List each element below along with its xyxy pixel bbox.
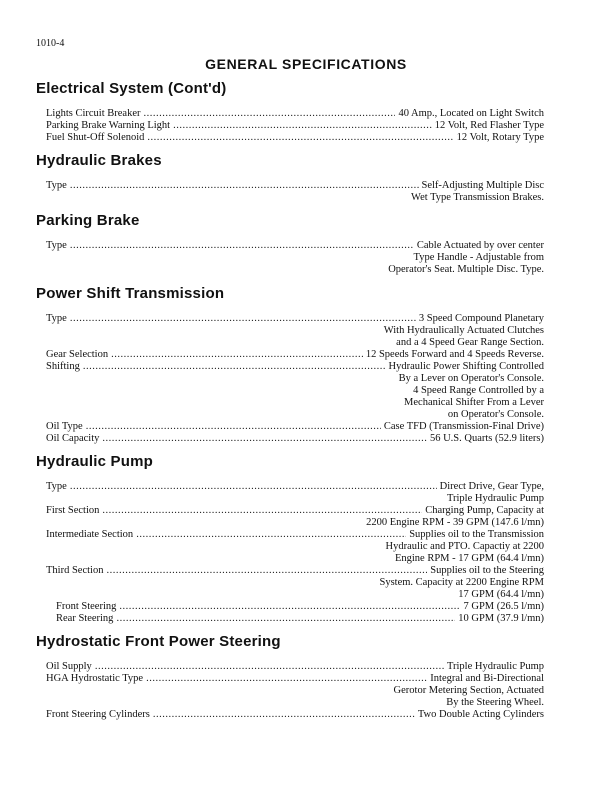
spec-label: Oil Supply — [46, 661, 92, 672]
spec-value: Supplies oil to the Steering — [430, 565, 544, 576]
spec-label: Intermediate Section — [46, 529, 134, 540]
spec-row — [46, 661, 544, 673]
spec-value: Integral and Bi-Directional — [430, 673, 544, 684]
spec-continuation: 2200 Engine RPM - 39 GPM (147.6 l/mn) — [366, 517, 544, 528]
spec-label: HGA Hydrostatic Type — [46, 673, 144, 684]
spec-label: Third Section — [46, 565, 104, 576]
spec-label: Oil Capacity — [46, 433, 100, 444]
spec-value: 7 GPM (26.5 l/mn) — [463, 601, 544, 612]
spec-label: Oil Type — [46, 421, 83, 432]
spec-label: Gear Selection — [46, 349, 109, 360]
spec-continuation: By a Lever on Operator's Console. — [398, 373, 544, 384]
spec-value: 12 Volt, Red Flasher Type — [434, 120, 544, 131]
spec-value: 3 Speed Compound Planetary — [418, 313, 544, 324]
spec-row — [46, 361, 544, 373]
spec-value: Supplies oil to the Transmission — [409, 529, 544, 540]
spec-row — [46, 349, 544, 361]
spec-value: Triple Hydraulic Pump — [446, 661, 544, 672]
section-title-hydrostatic: Hydrostatic Front Power Steering — [36, 633, 281, 650]
spec-row — [46, 120, 544, 132]
spec-continuation: 17 GPM (64.4 l/mn) — [458, 589, 544, 600]
spec-row — [46, 180, 544, 192]
spec-continuation: 4 Speed Range Controlled by a — [413, 385, 544, 396]
spec-continuation: Hydraulic and PTO. Capactiy at 2200 — [385, 541, 544, 552]
spec-label: Front Steering Cylinders — [46, 709, 150, 720]
spec-continuation: Mechanical Shifter From a Lever — [404, 397, 544, 408]
spec-label: Front Steering — [56, 601, 117, 612]
page-title: GENERAL SPECIFICATIONS — [205, 56, 407, 72]
spec-value: 56 U.S. Quarts (52.9 liters) — [429, 433, 544, 444]
spec-row — [56, 613, 544, 625]
spec-value: 12 Volt, Rotary Type — [456, 132, 544, 143]
spec-label: Type — [46, 240, 67, 251]
spec-value: Cable Actuated by over center — [416, 240, 544, 251]
spec-continuation: Operator's Seat. Multiple Disc. Type. — [388, 264, 544, 275]
spec-row — [46, 673, 544, 685]
spec-label: Fuel Shut-Off Solenoid — [46, 132, 145, 143]
section-title-hydraulic-pump: Hydraulic Pump — [36, 453, 153, 470]
spec-row — [46, 565, 544, 577]
spec-value: Charging Pump, Capacity at — [425, 505, 544, 516]
spec-row — [56, 601, 544, 613]
section-title-hydraulic-brakes: Hydraulic Brakes — [36, 152, 162, 169]
spec-row — [46, 529, 544, 541]
spec-label: Lights Circuit Breaker — [46, 108, 141, 119]
spec-row — [46, 433, 544, 445]
spec-value: 10 GPM (37.9 l/mn) — [458, 613, 544, 624]
section-title-parking-brake: Parking Brake — [36, 212, 140, 229]
spec-continuation: By the Steering Wheel. — [446, 697, 544, 708]
spec-label: Shifting — [46, 361, 80, 372]
spec-value: Case TFD (Transmission-Final Drive) — [383, 421, 544, 432]
section-title-power-shift: Power Shift Transmission — [36, 285, 225, 302]
spec-row — [46, 313, 544, 325]
spec-label: Type — [46, 180, 67, 191]
spec-label: Type — [46, 313, 67, 324]
spec-row — [46, 240, 544, 252]
spec-label: First Section — [46, 505, 100, 516]
spec-value: 40 Amp., Located on Light Switch — [398, 108, 544, 119]
spec-value: Two Double Acting Cylinders — [417, 709, 544, 720]
spec-continuation: on Operator's Console. — [447, 409, 544, 420]
spec-value: Self-Adjusting Multiple Disc — [421, 180, 544, 191]
spec-label: Parking Brake Warning Light — [46, 120, 171, 131]
spec-continuation: System. Capacity at 2200 Engine RPM — [379, 577, 544, 588]
section-title-electrical: Electrical System (Cont'd) — [36, 80, 227, 97]
page-number: 1010-4 — [36, 38, 65, 49]
spec-row — [46, 709, 544, 721]
spec-row — [46, 421, 544, 433]
spec-row — [46, 481, 544, 493]
spec-value: 12 Speeds Forward and 4 Speeds Reverse. — [365, 349, 544, 360]
spec-continuation: Engine RPM - 17 GPM (64.4 l/mn) — [394, 553, 544, 564]
spec-continuation: Gerotor Metering Section, Actuated — [393, 685, 544, 696]
spec-continuation: Wet Type Transmission Brakes. — [411, 192, 544, 203]
spec-continuation: With Hydraulically Actuated Clutches — [383, 325, 544, 336]
spec-row — [46, 108, 544, 120]
spec-row — [46, 132, 544, 144]
spec-continuation: and a 4 Speed Gear Range Section. — [396, 337, 544, 348]
spec-continuation: Type Handle - Adjustable from — [413, 252, 544, 263]
spec-label: Rear Steering — [56, 613, 114, 624]
spec-value: Hydraulic Power Shifting Controlled — [388, 361, 544, 372]
spec-label: Type — [46, 481, 67, 492]
spec-row — [46, 505, 544, 517]
spec-value: Direct Drive, Gear Type, — [439, 481, 544, 492]
spec-continuation: Triple Hydraulic Pump — [446, 493, 544, 504]
